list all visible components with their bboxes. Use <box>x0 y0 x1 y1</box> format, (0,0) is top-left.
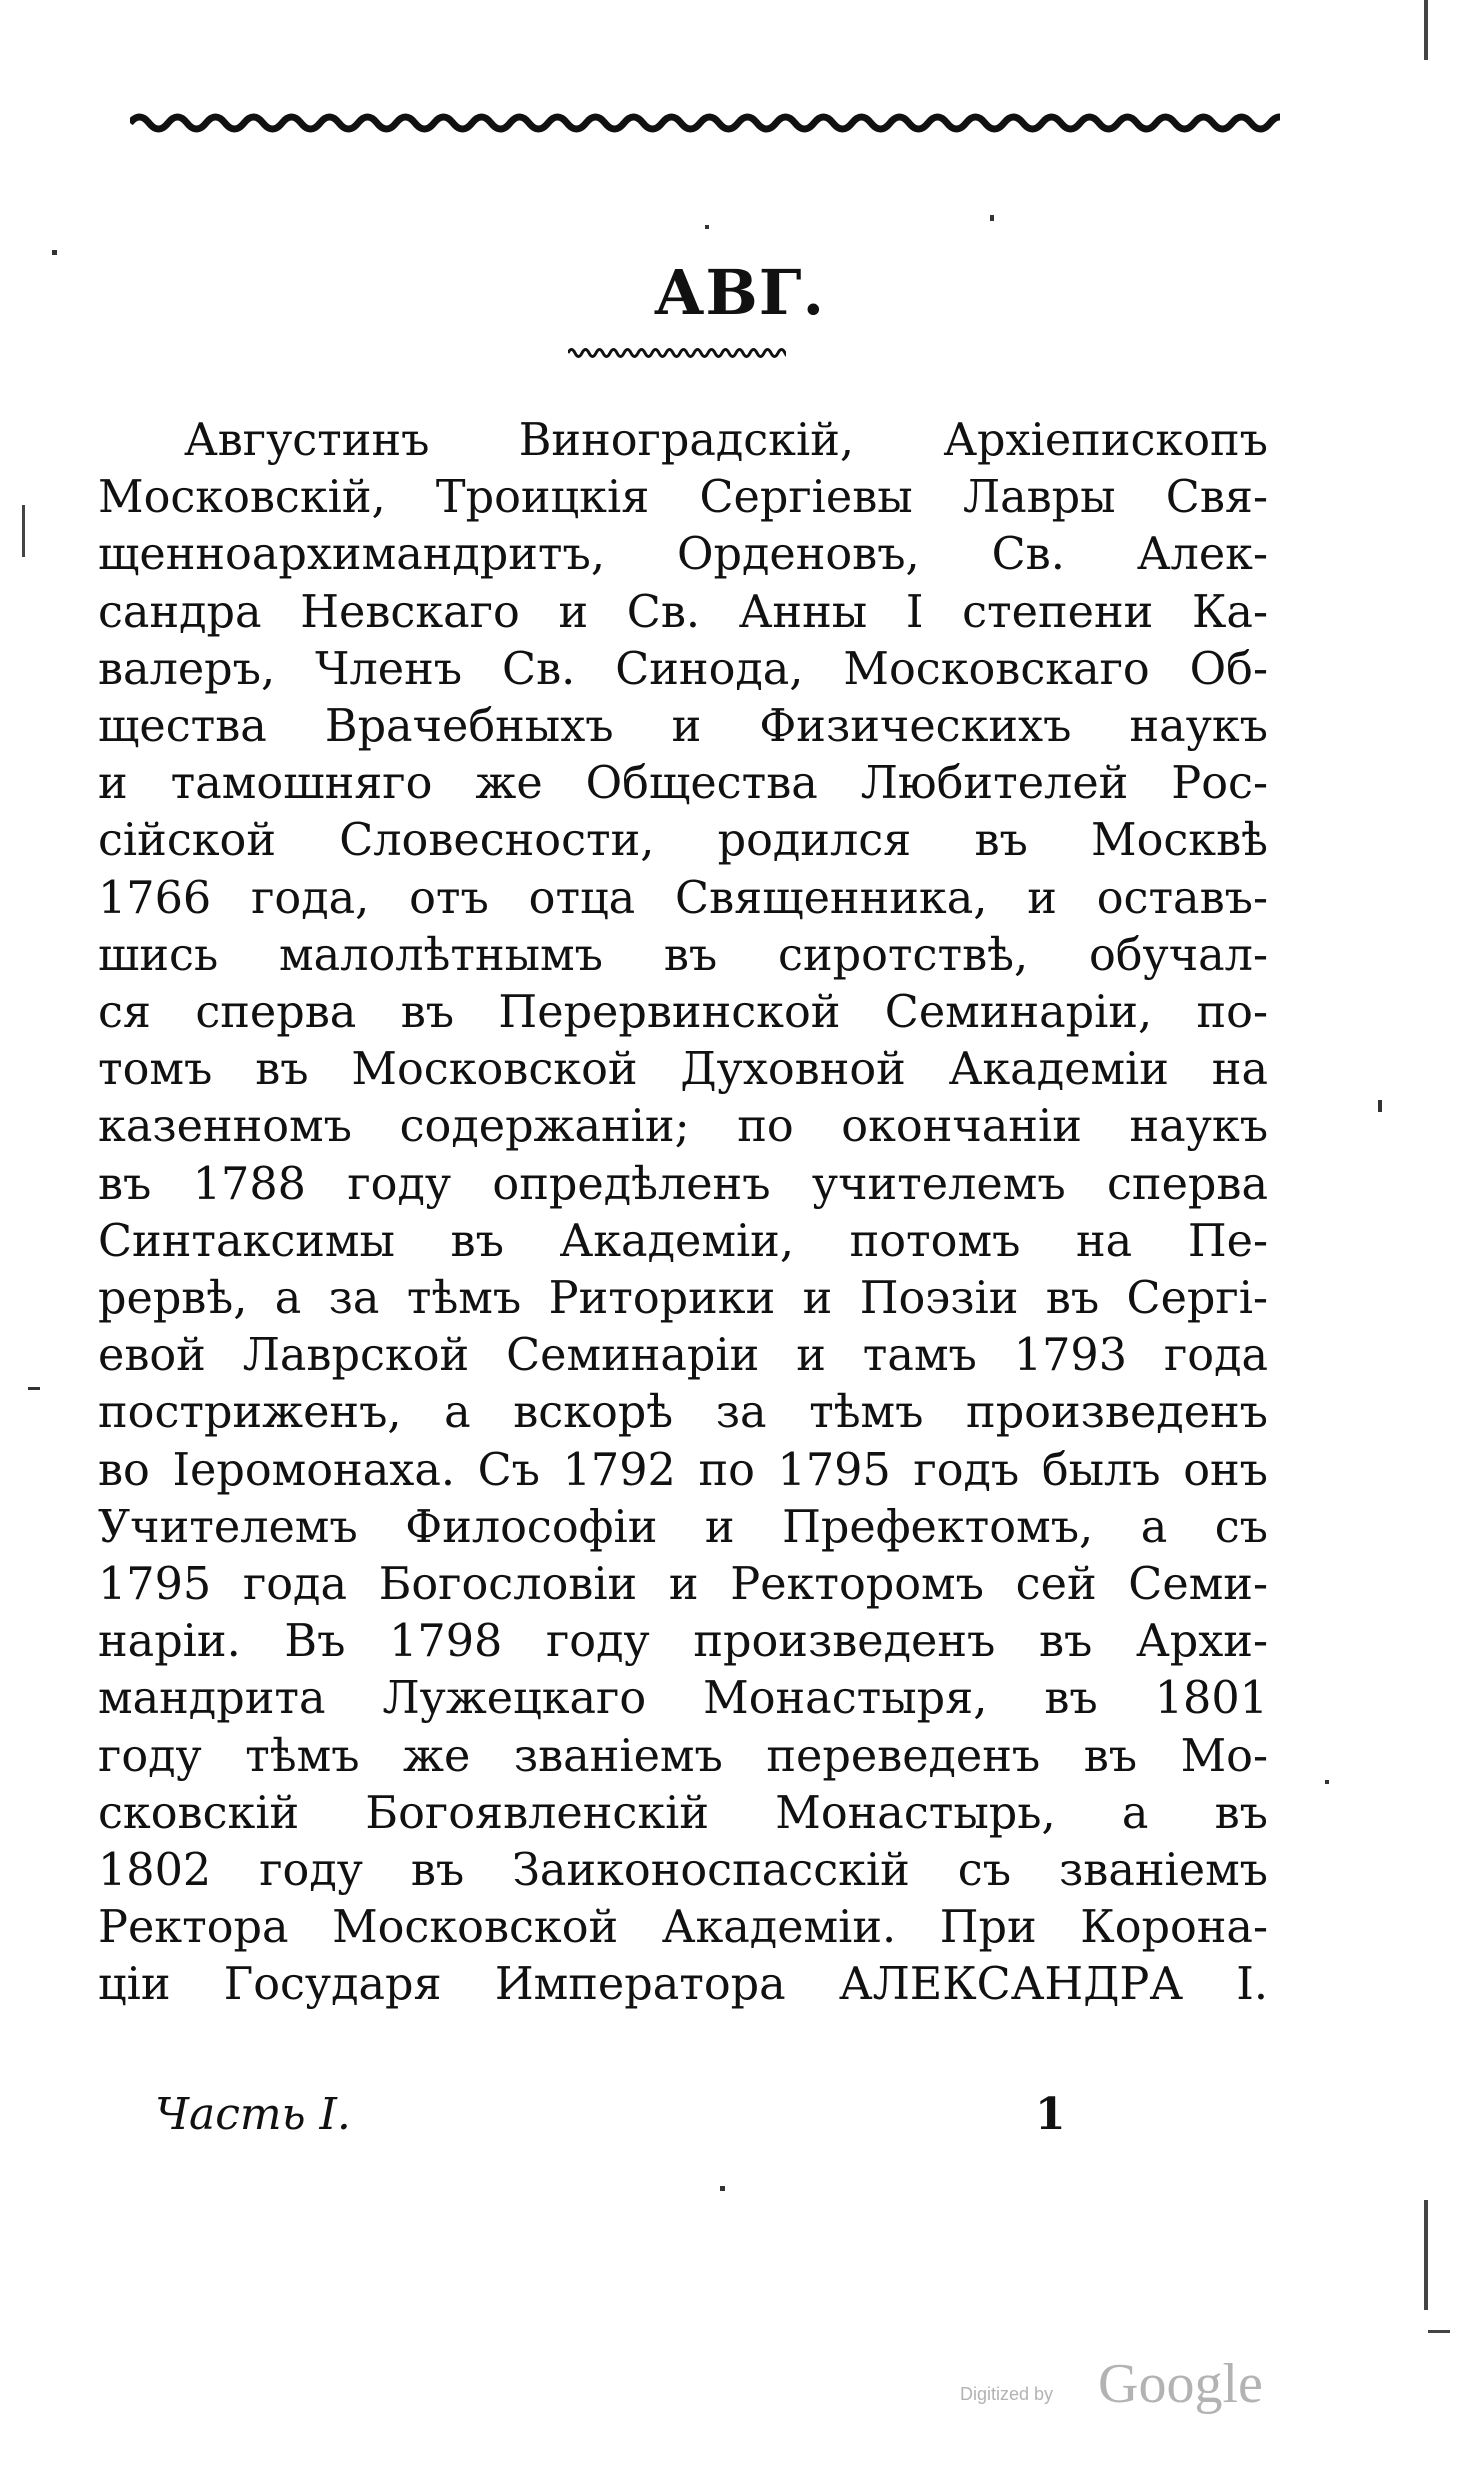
entry-line: сійской Словесности, родился въ Москвѣ <box>98 815 1268 867</box>
entry-line: Синтаксимы въ Академіи, потомъ на Пе- <box>98 1215 1268 1267</box>
volume-part-label: Часть I. <box>155 2089 351 2140</box>
entry-line: Ректора Московской Академіи. При Корона- <box>98 1902 1268 1954</box>
entry-line: рервѣ, а за тѣмъ Риторики и Поэзіи въ Сергі- <box>98 1273 1268 1325</box>
entry-line: въ 1788 году опредѣленъ учителемъ сперва <box>98 1158 1268 1210</box>
entry-line: 1795 года Богословіи и Ректоромъ сей Семи- <box>98 1559 1268 1611</box>
entry-line: валеръ, Членъ Св. Синода, Московскаго Об- <box>98 643 1268 695</box>
wavy-rule-ornament <box>130 108 1280 138</box>
scan-mark <box>705 225 709 229</box>
digitized-label: Digitized by <box>960 2384 1054 2404</box>
entry-line: наріи. Въ 1798 году произведенъ въ Архи- <box>98 1616 1268 1668</box>
scan-mark <box>990 215 994 221</box>
scan-mark <box>52 250 57 255</box>
entry-line: томъ въ Московской Духовной Академіи на <box>98 1044 1268 1096</box>
entry-line: евой Лаврской Семинаріи и тамъ 1793 года <box>98 1330 1268 1382</box>
google-logo: Google <box>1098 2353 1263 2415</box>
entry-line: постриженъ, а вскорѣ за тѣмъ произведенъ <box>98 1387 1268 1439</box>
entry-line: во Іеромонаха. Съ 1792 по 1795 годъ былъ онъ <box>98 1444 1268 1496</box>
entry-line: ся сперва въ Перервинской Семинаріи, по- <box>98 987 1268 1039</box>
entry-line: щенноархимандритъ, Орденовъ, Св. Алек- <box>98 529 1268 581</box>
entry-line: 1766 года, отъ отца Священника, и оставъ- <box>98 872 1268 924</box>
entry-line: Августинъ Виноградскій, Архіепископъ <box>184 415 1268 466</box>
small-wavy-ornament <box>568 345 786 361</box>
entry-line: ціи Государя Императора АЛЕКСАНДРА I. <box>98 1959 1268 2011</box>
scan-mark <box>1424 0 1428 60</box>
section-heading: АВГ. <box>653 256 826 329</box>
entry-text <box>98 412 1268 2014</box>
scan-mark <box>1325 1780 1329 1784</box>
scan-mark <box>28 1387 40 1390</box>
entry-line: Московскій, Троицкія Сергіевы Лавры Свя- <box>98 472 1268 524</box>
entry-line: году тѣмъ же званіемъ переведенъ въ Мо- <box>98 1730 1268 1782</box>
scan-mark <box>22 505 25 557</box>
scan-mark <box>1428 2330 1450 2333</box>
entry-line: казенномъ содержаніи; по окончаніи наукъ <box>98 1101 1268 1153</box>
entry-line: сандра Невскаго и Св. Анны I степени Ка- <box>98 586 1268 638</box>
entry-line: сковскій Богоявленскій Монастырь, а въ <box>98 1787 1268 1839</box>
entry-line: шись малолѣтнымъ въ сиротствѣ, обучал- <box>98 929 1268 981</box>
entry-line: мандрита Лужецкаго Монастыря, въ 1801 <box>98 1673 1268 1725</box>
entry-line: и тамошняго же Общества Любителей Рос- <box>98 758 1268 810</box>
scan-mark <box>720 2186 725 2191</box>
scan-mark <box>1424 2200 1428 2310</box>
entry-line: щества Врачебныхъ и Физическихъ наукъ <box>98 701 1268 753</box>
entry-line: 1802 году въ Заиконоспасскій съ званіемъ <box>98 1845 1268 1897</box>
signature-mark: 1 <box>1035 2089 1066 2140</box>
entry-line: Учителемъ Философіи и Префектомъ, а съ <box>98 1501 1268 1553</box>
digitized-watermark <box>960 2354 1380 2414</box>
scan-mark <box>1378 1100 1382 1112</box>
